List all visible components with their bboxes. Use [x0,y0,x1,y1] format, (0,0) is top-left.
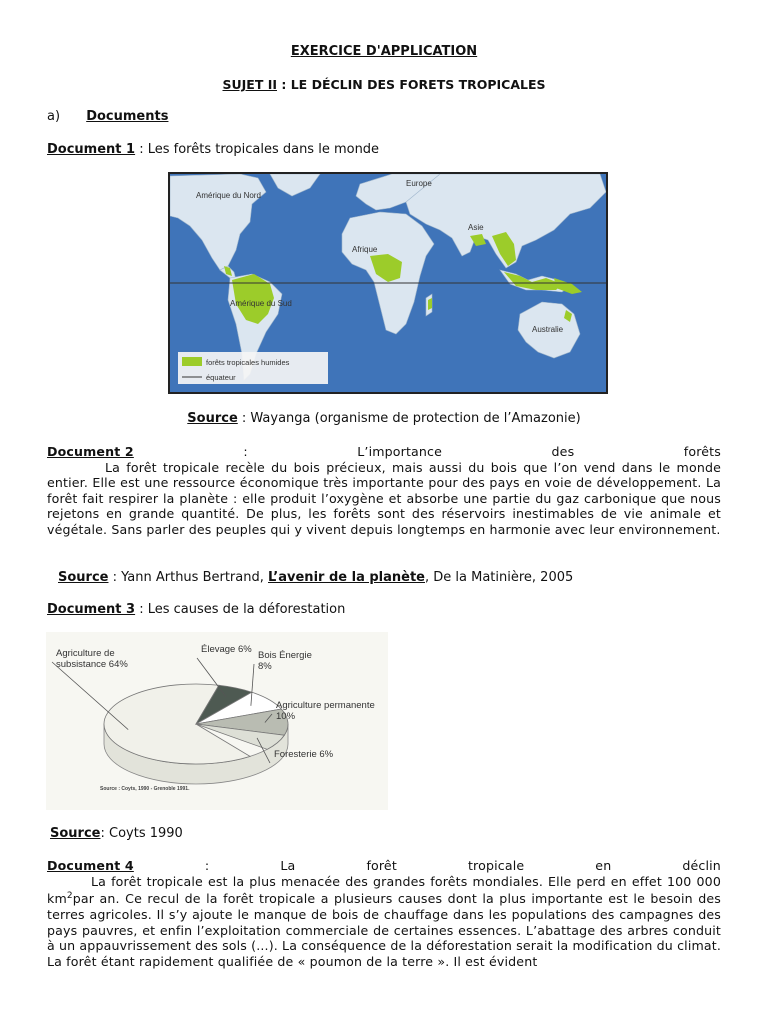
pie-slice-label: Agriculture permanente 10% [276,700,375,722]
doc1-title: : Les forêts tropicales dans le monde [135,142,380,157]
section-title: Documents [86,109,169,124]
pie-slice-label: Foresterie 6% [274,749,334,760]
doc4-para-sup: 2 [66,891,73,902]
doc4-title-word: La [280,858,296,873]
doc2-source-rest: , De la Matinière, 2005 [425,570,574,585]
label-africa: Afrique [352,245,378,254]
doc2-label: Document 2 [47,444,134,459]
label-europe: Europe [406,179,432,188]
doc3-source-text: : Coyts 1990 [100,826,183,841]
pie-chart-note: Source : Coyts, 1990 - Grenoble 1991. [100,786,190,792]
legend-equator-label: équateur [206,373,236,382]
label-australia: Australie [532,325,564,334]
doc4-label: Document 4 [47,858,134,873]
doc2-title-word: forêts [683,444,721,459]
doc2-colon: : [243,444,248,459]
section-letter: a) [47,109,61,124]
doc2-source-author: : Yann Arthus Bertrand, [108,570,269,585]
doc2-source-label: Source [58,570,109,585]
doc2-title-word: des [551,444,575,459]
doc4-heading [47,858,721,874]
pie-slice-label: Bois Énergie 8% [258,650,312,672]
doc3-heading [47,602,345,617]
doc1-source [0,411,768,426]
world-forest-map [168,172,608,394]
doc2-title-word: L’importance [357,444,443,459]
section-heading [47,109,168,124]
madagascar-forest [428,298,432,310]
doc2-block [47,444,721,538]
pie-slices [104,684,288,764]
doc1-source-label: Source [187,411,238,426]
doc4-title-word: tropicale [467,858,525,873]
exercise-title: EXERCICE D'APPLICATION [290,44,478,59]
doc4-title-word: forêt [366,858,397,873]
doc4-para-rest: par an. Ce recul de la forêt tropicale a plusieurs causes dont la plus importante est le besoin des terres agricoles. Il s’y ajoute le manque de bois de chauffage dans les populations des campagnes des pays pauvres, et enfin l’exploitation commerciale de certaines essences. L’abattage des arbres conduit à un appauvrissement des sols (...). La conséquence de la déforestation serait la modification du climat. La forêt étant rapidement qualifiée de « poumon de la terre ». Il est évident [47,891,721,969]
doc4-title-word: déclin [682,858,721,873]
doc4-paragraph [47,874,721,970]
doc3-source-label: Source [50,826,101,841]
doc4-title-word: en [595,858,612,873]
pie-graphic [46,632,388,810]
subject-label: SUJET II [222,77,278,92]
doc4-block [47,858,721,969]
label-south-america: Amérique du Sud [230,299,292,308]
subject-heading [0,77,768,92]
doc2-source-book: L’avenir de la planète [268,570,425,585]
doc4-para-start: La forêt tropicale est la plus menacée des grandes forêts mondiales. Elle perd en effet 100 000 km [47,873,721,907]
map-graphic [170,174,606,392]
doc4-colon: : [204,858,210,873]
greenland-landmass [270,174,320,196]
doc2-source [58,570,573,585]
map-legend-box [178,352,328,384]
pie-slice-label: Élevage 6% [201,644,252,655]
deforestation-pie-chart [46,632,388,810]
doc1-heading [47,142,379,157]
pie-leader-line [52,662,128,730]
label-north-america: Amérique du Nord [196,191,261,200]
label-asia: Asie [468,223,484,232]
doc3-source [50,826,183,841]
legend-forest-swatch [182,357,202,366]
doc1-label: Document 1 [47,142,136,157]
legend-forest-label: forêts tropicales humides [206,358,290,367]
subject-text: : LE DÉCLIN DES FORETS TROPICALES [277,77,546,92]
pie-slice-label: Agriculture de subsistance 64% [56,648,128,670]
doc2-paragraph: La forêt tropicale recèle du bois précieux, mais aussi du bois que l’on vend dans le monde entier. Elle est une ressource économique très importante pour des pays en voie de développement. La forêt fait respirer la planète : elle produit l’oxygène et absorbe une partie du gaz carbonique que nous rejetons en grande quantité. De plus, les forêts sont des réservoirs inestimables de vie animale et végétale. Sans parler des peuples qui y vivent depuis longtemps en harmonie avec leur environnement. [47,459,721,537]
doc1-source-text: : Wayanga (organisme de protection de l’Amazonie) [237,411,581,426]
doc3-title: : Les causes de la déforestation [135,602,346,617]
doc3-label: Document 3 [47,602,136,617]
north-america-landmass [170,174,266,270]
doc2-heading [47,444,721,460]
